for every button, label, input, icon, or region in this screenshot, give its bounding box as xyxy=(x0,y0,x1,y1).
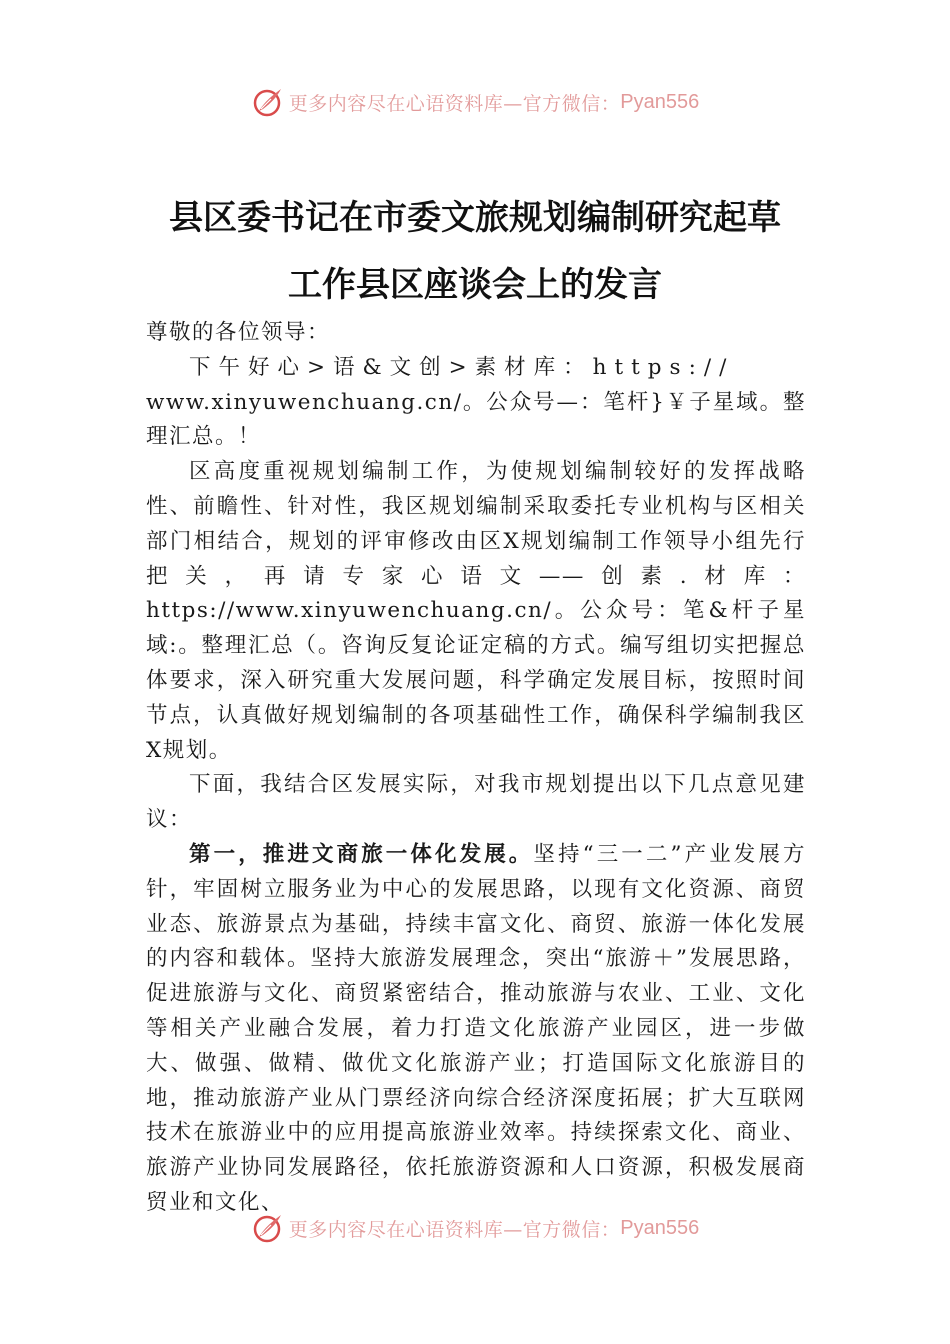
footer-watermark-banner xyxy=(0,1204,950,1244)
quill-logo-icon xyxy=(251,1211,285,1244)
watermark-wechat-id: Pyan556 xyxy=(620,1216,700,1239)
quill-logo-icon xyxy=(251,85,285,119)
watermark-wechat-id: Pyan556 xyxy=(620,90,700,113)
watermark-text: 更多内容尽在心语资料库—官方微信： xyxy=(288,1218,621,1241)
paragraph-4-heading: 第一，推进文商旅一体化发展。 xyxy=(189,841,534,867)
paragraph-4-body: 坚持“三一二”产业发展方针，牢固树立服务业为中心的发展思路，以现有文化资源、商贸业态、旅游景点为基础，持续丰富文化、商贸、旅游一体化发展的内容和载体。坚持大旅游发展理念，突出“旅游＋”发展思路，促进旅游与文化、商贸紧密结合，推动旅游与农业、工业、文化等相关产业融合发展，着力打造文化旅游产业园区，进一步做大、做强、做精、做优文化旅游产业；打造国际文化旅游目的地，推动旅游产业从门票经济向综合经济深度拓展；扩大互联网技术在旅游业中的应用提高旅游业效率。持续探索文化、商业、旅游产业协同发展路径，依托旅游资源和人口资源，积极发展商贸业和文化、 xyxy=(146,841,806,1215)
paragraph-4 xyxy=(146,838,806,1221)
watermark-text: 更多内容尽在心语资料库—官方微信： xyxy=(288,92,621,115)
paragraph-1-rest: www.xinyuwenchuang.cn/。公众号—：笔杆}￥子星域。整理汇总。！ xyxy=(146,389,806,450)
document-title-line-1: 县区委书记在市委文旅规划编制研究起草 xyxy=(169,198,781,238)
paragraph-3: 下面，我结合区发展实际，对我市规划提出以下几点意见建议： xyxy=(146,772,806,833)
document-body xyxy=(146,316,806,1221)
salutation: 尊敬的各位领导： xyxy=(146,320,331,345)
header-watermark-banner xyxy=(0,84,950,120)
paragraph-2: 区高度重视规划编制工作，为使规划编制较好的发挥战略性、前瞻性、针对性，我区规划编制采取委托专业机构与区相关部门相结合，规划的评审修改由区X规划编制工作领导小组先行把关，再请专家心语文——创素.材库：https://www.xinyuwenchuang.cn/。公众号：笔&杆子星域:。整理汇总（。咨询反复论证定稿的方式。编写组切实把握总体要求，深入研究重大发展问题，科学确定发展目标，按照时间节点，认真做好规划编制的各项基础性工作，确保科学编制我区X规划。 xyxy=(146,459,806,763)
document-title-line-2: 工作县区座谈会上的发言 xyxy=(288,265,662,305)
paragraph-1-line-1: 下午好心>语&文创>素材库：https:// xyxy=(189,354,735,380)
